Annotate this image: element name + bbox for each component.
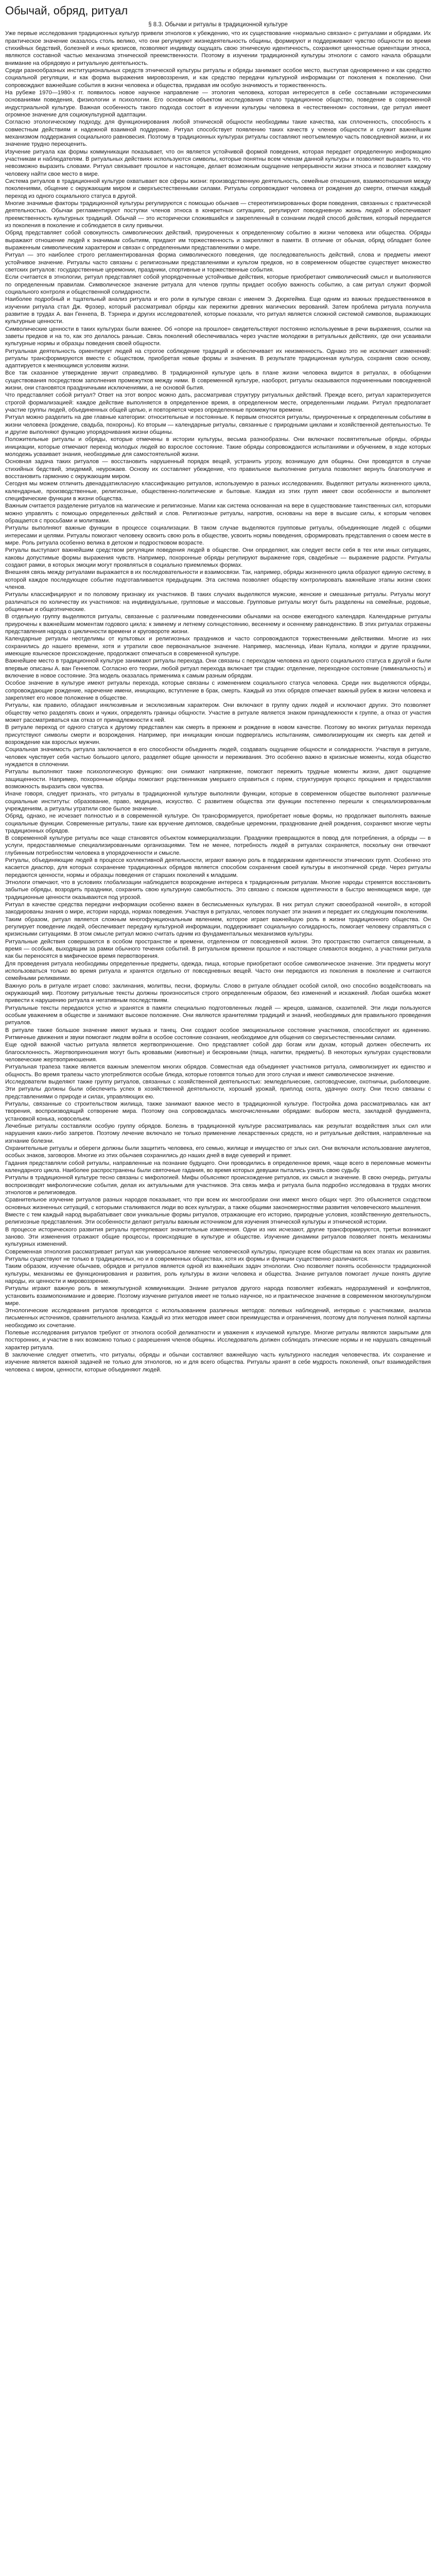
paragraph: Изучение ритуала как формы коммуникации показывает, что он является устойчивой формой поведения, которая передает определенную информацию участникам и наблюдателям. В ритуальных действиях используются символы, которые понятны всем членам данной культуры и позволяют выразить то, что невозможно выразить словами. Ритуал связывает прошлое и настоящее, делает возможным ощущение непрерывности жизни этноса и позволяет каждому человеку найти свое место в мире. — [5, 148, 431, 177]
paragraph: Сравнительное изучение ритуалов разных народов показывает, что при всем их многообразии они имеют много общих черт. Это объясняется сходством основных жизненных ситуаций, с которыми сталкиваются люди во всех культурах, а также общими закономерностями развития человеческого мышления. — [5, 1197, 431, 1211]
paragraph: Ритуалы выполняют также психологическую функцию: они снимают напряжение, помогают пережить трудные моменты жизни, дают ощущение защищенности. Например, похоронные обряды помогают родственникам умершего справиться с горем, структурируя процесс прощания и предоставляя возможность выразить свои чувства. — [5, 769, 431, 790]
paragraph: Таким образом, изучение обычаев, обрядов и ритуалов является одной из важнейших задач этнологии. Оно позволяет понять особенности традиционной культуры, механизмы ее функционирования и развития, роль культуры в жизни человека и общества. Знание ритуалов помогает лучше понять другие народы, их ценности и мировоззрение. — [5, 1263, 431, 1284]
paragraph: Ритуалы классифицируют и по половому признаку их участников. В таких случаях выделяются мужские, женские и смешанные ритуалы. Ритуалы могут различаться по количеству их участников: на индивидуальные, групповые и массовые. Групповые ритуалы могут быть разделены на семейные, родовые, общинные и общеэтнические. — [5, 591, 431, 613]
article-body — [5, 30, 431, 1374]
paragraph: Ритуал — это наиболее строго регламентированная форма символического поведения, где последовательность действий, слова и предметы имеют устойчивое значение. Ритуалы часто связаны с религиозными представлениями и культом предков, но в современном обществе существует множество светских ритуалов: государственные церемонии, праздники, спортивные и торжественные события. — [5, 252, 431, 273]
paragraph: Календарные ритуалы неотделимы от культовых и религиозных праздников и часто сопровождаются торжественными действиями. Многие из них сохранились до нашего времени, хотя и утратили свое первоначальное значение. Например, масленица, Иван Купала, колядки и другие праздники, имеющие языческое происхождение, продолжают отмечаться в современной культуре. — [5, 636, 431, 657]
paragraph: Вместе с тем каждый народ вырабатывает свои уникальные формы ритуалов, отражающие его историю, природные условия, хозяйственную деятельность, религиозные представления. Эти особенности делают ритуалы важным источником для изучения этнической культуры и этнической истории. — [5, 1211, 431, 1226]
paragraph: Многие значимые факторы традиционной культуры регулируются с помощью обычаев — стереотипизированных форм поведения, связанных с практической деятельностью. Обычаи регламентируют поступки членов этноса в конкретных ситуациях, регулируют повседневную жизнь людей и обеспечивают преемственность культурных традиций. Обычай — это исторически сложившийся и закрепленный в сознании людей способ действия, который передается из поколения в поколение и соблюдается в силу привычки. — [5, 200, 431, 229]
paragraph: Ритуал можно разделить на две главные категории: относительные и постоянные. К первым относятся ритуалы, приуроченные к определенным событиям в жизни человека (рождение, свадьба, похороны). Ко вторым — календарные ритуалы, связанные с природными циклами и хозяйственной деятельностью. Те и другие выполняют функцию упорядочивания жизни общины. — [5, 414, 431, 436]
paragraph: Положительные ритуалы и обряды, которые отмечены в истории культуры, весьма разнообразны. Они включают посвятительные обряды, обряды инициации, которые отмечают переход молодых людей во взрослое состояние. Такие обряды сопровождаются испытаниями и обучением, в ходе которых молодежь усваивает знания, необходимые для самостоятельной жизни. — [5, 436, 431, 458]
paragraph: Внешняя связь между ритуалами выражается в их последовательности и взаимосвязи. Так, например, обряды жизненного цикла образуют единую систему, в которой каждое последующее событие подготавливается предыдущим. Эта система позволяет обществу контролировать важнейшие этапы жизни своих членов. — [5, 569, 431, 590]
paragraph: Еще одной важной частью ритуала является жертвоприношение. Оно представляет собой дар богам или духам, который должен обеспечить их благосклонность. Жертвоприношения могут быть кровавыми (животные) и бескровными (пища, напитки, предметы). В некоторых культурах существовали человеческие жертвоприношения. — [5, 1042, 431, 1063]
paragraph: Социальная значимость ритуала заключается в его способности объединять людей, создавать ощущение общности и солидарности. Участвуя в ритуале, человек чувствует себя частью большого целого, разделяет общие ценности и переживания. Это особенно важно в кризисные моменты, когда общество нуждается в сплочении. — [5, 747, 431, 768]
paragraph: Среди разнообразных институциональных средств этнической культуры ритуалы и обряды занимают особое место, выступая одновременно и как средство социальной регуляции, и как форма выражения мировоззрения, и как средство передачи культурной информации от поколения к поколению. Они сопровождают важнейшие события в жизни человека и общества, придавая им особую значимость и торжественность. — [5, 67, 431, 89]
paragraph: Согласно этологическому подходу, для функционирования любой этнической общности необходимы такие качества, как сплоченность, способность к совместным действиям и надежной взаимной поддержке. Ритуал способствует появлению таких качеств у членов общности и служит важнейшим механизмом поддержания социального равновесия. Поэтому в традиционных культурах ритуалы составляют неотъемлемую часть повседневной жизни, и их значение трудно переоценить. — [5, 119, 431, 148]
paragraph: Символические ценности в таких культурах были важнее. Об «опоре на прошлое» свидетельствуют постоянно используемые в речи выражения, ссылки на заветы предков и на то, как это делалось раньше. Связь поколений обеспечивалась через участие молодежи в ритуальных действиях, где они усваивали культурные нормы и образцы поведения своей общности. — [5, 326, 431, 347]
paragraph: Этнологи отмечают, что в условиях глобализации наблюдается возрождение интереса к традиционным ритуалам. Многие народы стремятся восстановить забытые обряды, возродить праздники, сохранить свою культурную самобытность. Это связано с поиском идентичности в быстро меняющемся мире, где традиционные ценности оказываются под угрозой. — [5, 879, 431, 901]
paragraph: Ритуальные действия совершаются в особом пространстве и времени, отделенном от повседневной жизни. Это пространство считается священным, а время — особым, выходящим за рамки обычного течения событий. В ритуальном времени прошлое и настоящее сливаются воедино, а участники ритуала как бы переносятся в мифическое время первотворения. — [5, 938, 431, 960]
paragraph: Ритуалы в традиционной культуре тесно связаны с мифологией. Мифы объясняют происхождение ритуалов, их смысл и значение. В свою очередь, ритуалы воспроизводят мифологические события, делая их актуальными для участников. Эта связь мифа и ритуала была подробно исследована в трудах многих этнологов и религиоведов. — [5, 1175, 431, 1196]
paragraph: Важным считается разделение ритуалов на магические и религиозные. Магии как система основанная на вере в существование таинственных сил, которыми можно управлять с помощью определенных действий и слов. Религиозные ритуалы, напротив, основаны на вере в высшие силы, к которым человек обращается с просьбами и молитвами. — [5, 503, 431, 524]
paragraph: На рубеже 1970—1980-х гг. появилось новое научное направление — этология человека, которая интересуется в себе составными историческими основаниями поведения, физиологии и психологии. Его основным объектом исследования стало традиционное общество, поведение в современной индустриальной культуре. Важная особенность такого подхода состоит в изучении культуры человека в «естественном» состоянии, где ритуал имеет огромное значение для социокультурной адаптации. — [5, 90, 431, 118]
paragraph: Ритуалы выполняют важные функции в процессе социализации. В таком случае выделяются групповые ритуалы, объединяющие людей с общими интересами и целями. Ритуалы помогают человеку освоить свою роль в обществе, усвоить нормы поведения, сформировать представления о своем месте в мире. Роль ритуала особенно велика в детском и подростковом возрасте. — [5, 525, 431, 547]
paragraph: Ритуальные тексты передаются устно и хранятся в памяти специально подготовленных людей — жрецов, шаманов, сказителей. Эти люди пользуются особым уважением в обществе и занимают высокое положение. Они являются хранителями традиций и знаний, необходимых для правильного проведения ритуалов. — [5, 1005, 431, 1026]
paragraph: Основная задача таких ритуалов — восстановить нарушенный порядок вещей, устранить угрозу, возникшую для общины. Они проводятся в случае стихийных бедствий, эпидемий, неурожаев. Основу их составляет убеждение, что правильное выполнение ритуала позволяет вернуть благополучие и восстановить гармонию с окружающим миром. — [5, 459, 431, 480]
paragraph: Важную роль в ритуале играет слово: заклинания, молитвы, песни, формулы. Слово в ритуале обладает особой силой, оно способно воздействовать на окружающий мир. Поэтому ритуальные тексты должны произноситься строго определенным образом, без изменений и искажений. Любая ошибка может привести к нарушению ритуала и негативным последствиям. — [5, 982, 431, 1004]
paragraph: Ритуалы, объединяющие людей в процессе коллективной деятельности, играют важную роль в поддержании идентичности этнических групп. Особенно это касается диаспор, для которых сохранение традиционных обрядов является способом сохранения своей культуры в иноэтничной среде. Через ритуалы передаются ценности, нормы и образцы поведения от старших поколений к младшим. — [5, 857, 431, 878]
paragraph: В отдельную группу выделяются ритуалы, связанные с различными поведенческими обычаями на основе ежегодного календаря. Календарные ритуалы приурочены к важнейшим моментам годового цикла: к зимнему и летнему солнцестоянию, весеннему и осеннему равноденствию. В этих ритуалах отражены представления народа о цикличности времени и круговороте жизни. — [5, 614, 431, 635]
paragraph: Особое значение в культуре имеют ритуалы перехода, которые связаны с изменением социального статуса человека. Среди них выделяются обряды, сопровождающие рождение, наречение имени, инициацию, вступление в брак, смерть. Каждый из этих обрядов отмечает важный рубеж в жизни человека и закрепляет его новое положение в обществе. — [5, 680, 431, 701]
paragraph: Для проведения ритуала необходимы определенные предметы, одежда, пища, которые приобретают особое символическое значение. Эти предметы могут использоваться только во время ритуала и хранятся отдельно от повседневных вещей. Часто они передаются из поколения в поколение и считаются семейными реликвиями. — [5, 960, 431, 982]
paragraph: Охранительные ритуалы и обереги должны были защитить человека, его семью, жилище и имущество от злых сил. Они включали использование амулетов, особых знаков, заговоров. Многие из этих обычаев сохранились до наших дней в виде суеверий и примет. — [5, 1145, 431, 1159]
paragraph: Сегодня мы можем отличить двенадцатикласную классификацию ритуалов, используемую в разных исследованиях. Выделяют ритуалы жизненного цикла, календарные, производственные, религиозные, общественно-политические и бытовые. Каждая из этих групп имеет свои особенности и выполняет специфические функции в жизни общества. — [5, 481, 431, 502]
paragraph: Ритуалы, связанные со строительством жилища, также занимают важное место в традиционной культуре. Постройка дома рассматривалась как акт творения, воспроизводящий сотворение мира. Поэтому она сопровождалась многочисленными обрядами: выбором места, закладкой фундамента, установкой конька, новосельем. — [5, 1100, 431, 1122]
paragraph: Ритуальная трапеза также является важным элементом многих обрядов. Совместная еда объединяет участников ритуала, символизирует их единство и общность. Во время трапезы часто употребляются особые блюда, которые готовятся только для этого случая и имеют символическое значение. — [5, 1064, 431, 1078]
paragraph: Иначе говоря, следует признать, что ритуалы в традиционной культуре выполняли функции, которые в современном обществе выполняют различные социальные институты: образование, право, медицина, искусство. С развитием общества эти функции постепенно перешли к специализированным учреждениям, а ритуалы утратили свое былое значение. — [5, 791, 431, 812]
paragraph: В процессе исторического развития ритуалы претерпевают значительные изменения. Одни из них исчезают, другие трансформируются, третьи возникают заново. Эти изменения отражают общие процессы, происходящие в культуре и обществе. Изучение динамики ритуалов позволяет понять механизмы культурных изменений. — [5, 1226, 431, 1248]
paragraph: Ритуалы, как правило, обладают инклюзивным и эксклюзивным характером. Они включают в группу одних людей и исключают других. Это позволяет обществу четко разделять своих и чужих, определять границы общности. Участие в ритуале является знаком принадлежности к группе, а отказ от участия может рассматриваться как отказ от принадлежности к ней. — [5, 702, 431, 723]
paragraph: Если считается в этнологии, ритуал представляет собой упорядоченные устойчивые действия, которые приобретают символический смысл и выполняются по определенным правилам. Символическое значение ритуала для членов группы придает особую важность событию, а сам ритуал служит формой социального контроля и общественной солидарности. — [5, 274, 431, 295]
paragraph: Важнейшее место в традиционной культуре занимают ритуалы перехода. Они связаны с переходом человека из одного социального статуса в другой и были впервые описаны А. ван Геннепом. Согласно его теории, любой ритуал перехода включает три стадии: отделение, переходное состояние (лиминальность) и включение в новое состояние. Эта модель оказалась применима к самым разным обрядам. — [5, 658, 431, 679]
page-title: Обычай, обряд, ритуал — [5, 4, 128, 17]
paragraph: В заключение следует отметить, что ритуалы, обряды и обычаи составляют важнейшую часть культурного наследия человечества. Их сохранение и изучение является важной задачей не только для этнологов, но и для всего общества. Ритуалы хранят в себе мудрость поколений, опыт взаимодействия человека с миром, ценности, которые объединяют людей. — [5, 1352, 431, 1373]
paragraph: Обряд представляет собой совокупность символических действий, приуроченных к определенному событию в жизни человека или общества. Обряды выражают отношение людей к значимым событиям, придают им торжественность и закрепляют в памяти. В отличие от обычая, обряд обладает более выраженным символическим характером и связан с определенными представлениями о мире. — [5, 230, 431, 251]
paragraph: Что представляет собой ритуал? Ответ на этот вопрос можно дать, рассматривая структуру ритуальных действий. Прежде всего, ритуал характеризуется строгой формализацией: каждое действие выполняется в определенное время, в определенном месте, определенными людьми. Ритуал предполагает участие группы людей, объединенных общей целью, и повторяется через определенные промежутки времени. — [5, 392, 431, 414]
paragraph: Наиболее подробный и тщательный анализ ритуала и его роли в культуре связан с именем Э. Дюркгейма. Еще одним из важных предшественников в изучении ритуала стал Дж. Фрэзер, который рассматривал обряды как пережитки древних магических верований. Затем проблема ритуала получила развитие в трудах А. ван Геннепа, В. Тэрнера и других исследователей, которые показали, что ритуал является сложной системой символов, выражающих культурные ценности. — [5, 296, 431, 325]
paragraph: Современная этнология рассматривает ритуал как универсальное явление человеческой культуры, присущее всем обществам на всех этапах их развития. Ритуалы существуют не только в традиционных, но и в современных обществах, хотя их формы и функции существенно различаются. — [5, 1248, 431, 1262]
paragraph: Гадания представляли собой ритуалы, направленные на познание будущего. Они проводились в определенное время, чаще всего в переломные моменты календарного цикла. Наиболее распространены были святочные гадания, во время которых девушки пытались узнать свою судьбу. — [5, 1160, 431, 1174]
paragraph: Обряд, однако, не исчезает полностью и в современной культуре. Он трансформируется, приобретает новые формы, но продолжает выполнять важные социальные функции. Современные ритуалы, такие как вручение дипломов, свадебные церемонии, празднование дней рождения, сохраняют многие черты традиционных обрядов. — [5, 813, 431, 834]
paragraph: Исследователи выделяют также группу ритуалов, связанных с хозяйственной деятельностью: земледельческие, скотоводческие, охотничьи, рыболовецкие. Эти ритуалы должны были обеспечить успех в хозяйственной деятельности, хороший урожай, приплод скота, удачную охоту. Они тесно связаны с представлениями о природе и силах, управляющих ею. — [5, 1078, 431, 1100]
paragraph: Полевые исследования ритуалов требуют от этнолога особой деликатности и уважения к изучаемой культуре. Многие ритуалы являются закрытыми для посторонних, и участие в них возможно только с разрешения членов общины. Исследователь должен соблюдать этические нормы и не нарушать священный характер ритуала. — [5, 1330, 431, 1351]
paragraph: Лечебные ритуалы составляли особую группу обрядов. Болезнь в традиционной культуре рассматривалась как результат воздействия злых сил или нарушения каких-либо запретов. Поэтому лечение включало не только применение лекарственных средств, но и ритуальные действия, направленные на изгнание болезни. — [5, 1123, 431, 1144]
paragraph: Ритуал в качестве средства передачи информации особенно важен в бесписьменных культурах. В них ритуал служит своеобразной «книгой», в которой закодированы знания о мире, истории народа, нормах поведения. Участвуя в ритуалах, человек получает эти знания и передает их следующим поколениям. — [5, 902, 431, 916]
paragraph: Ритуальная деятельность ориентирует людей на строгое соблюдение традиций и обеспечивает их неизменность. Однако это не исключает изменений: ритуалы трансформируются вместе с обществом, приобретая новые формы и значения. В результате традиционная культура, сохраняя свою основу, адаптируется к меняющимся условиям жизни. — [5, 348, 431, 369]
paragraph: Система ритуалов в традиционной культуре охватывает все сферы жизни: производственную деятельность, семейные отношения, взаимоотношения между поколениями, общение с окружающим миром и сверхъестественными силами. Ритуалы сопровождают человека от рождения до смерти, отмечая каждый переход из одного социального статуса в другой. — [5, 178, 431, 199]
section-heading: § 8.3. Обычаи и ритуалы в традиционной культуре — [148, 22, 288, 28]
paragraph: В современной культуре ритуалы все чаще становятся объектом коммерциализации. Праздники превращаются в повод для потребления, а обряды — в услуги, предоставляемые специализированными организациями. Тем не менее, потребность людей в ритуалах сохраняется, поскольку они отвечают глубинным потребностям человека в упорядоченности и смысле. — [5, 835, 431, 856]
paragraph: Этнологические исследования ритуалов проводятся с использованием различных методов: полевых наблюдений, интервью с участниками, анализа письменных источников, сравнительного анализа. Каждый из этих методов имеет свои преимущества и ограничения, поэтому для получения полной картины необходимо их сочетание. — [5, 1308, 431, 1329]
paragraph: В ритуале переход от одного статуса к другому представлен как смерть в прежнем и рождение в новом качестве. Поэтому во многих ритуалах перехода присутствуют символы смерти и возрождения. Например, при инициации юноши подвергались испытаниям, символизирующим их смерть как детей и возрождение как взрослых мужчин. — [5, 724, 431, 745]
paragraph: Ритуалы выступают важнейшим средством регуляции поведения людей в обществе. Они определяют, как следует вести себя в тех или иных ситуациях, каковы допустимые формы выражения чувств. Например, похоронные обряды регулируют выражение горя, свадебные — выражение радости. Ритуалы создают рамки, в которых эмоции могут проявляться в социально приемлемых формах. — [5, 547, 431, 569]
paragraph: Ритуалы играют важную роль в межкультурной коммуникации. Знание ритуалов другого народа позволяет избежать недоразумений и конфликтов, установить взаимопонимание и доверие. Поэтому изучение ритуалов имеет не только научное, но и практическое значение в современном многокультурном мире. — [5, 1285, 431, 1307]
paragraph: В ритуале также большое значение имеют музыка и танец. Они создают особое эмоциональное состояние участников, способствуют их единению. Ритмичные движения и звуки помогают людям войти в особое состояние сознания, необходимое для общения со сверхъестественными силами. — [5, 1027, 431, 1041]
paragraph: Все так сказанное утверждение звучит справедливо. В традиционной культуре цель в плане жизни человека видится в ритуалах, в обобщении существования посредством заполнения промежутков между ними. В современной культуре, наоборот, ритуалы оказываются подчиненными повседневной жизни, они становятся праздничными исключениями, а не основой бытия. — [5, 370, 431, 392]
paragraph: Таким образом, ритуал является сложным многофункциональным явлением, которое играет важнейшую роль в жизни традиционного общества. Он регулирует поведение людей, обеспечивает передачу культурной информации, поддерживает социальную солидарность, помогает человеку справляться с кризисными ситуациями. В этом смысле ритуал можно считать одним из фундаментальных механизмов культуры. — [5, 916, 431, 938]
paragraph: Уже первые исследования традиционных культур привели этнологов к убеждению, что их существование «нормально связано» с ритуалами и обрядами. Их практическое значение оказалось столь велико, что они регулируют жизнедеятельность общины, формируют и поддерживают чувство общности во время стихийных бедствий, болезней и иных кризисов, позволяют индивиду ощущать свою этническую идентичность, сохраняют ценностные ориентации этноса, являются составной частью механизма этнической преемственности. Поэтому в изучении традиционной культуры этнологи с самого начала обращали внимание на обрядовую и ритуальную деятельность. — [5, 30, 431, 66]
